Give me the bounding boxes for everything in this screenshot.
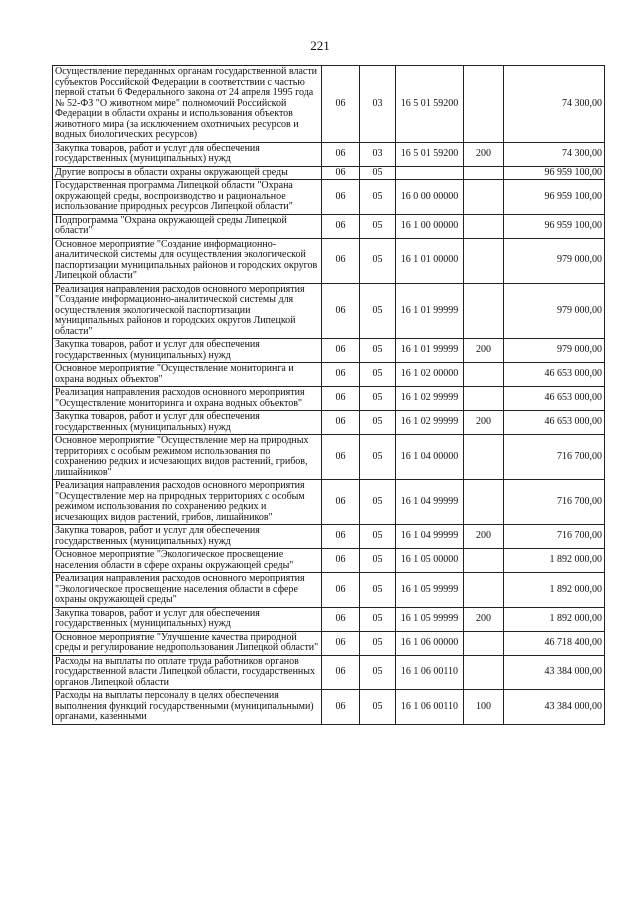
- row-name-cell: Расходы на выплаты персоналу в целях обеспечения выполнения функций государственными (муниципальными) органами, казенными: [53, 690, 322, 725]
- expense-type-cell: [464, 283, 504, 339]
- amount-cell: 74 300,00: [504, 66, 605, 143]
- section-code-cell: 06: [322, 283, 360, 339]
- section-code-cell: 06: [322, 549, 360, 573]
- amount-cell: 46 718 400,00: [504, 631, 605, 655]
- table-row: [53, 180, 605, 215]
- expense-type-cell: [464, 573, 504, 608]
- budget-table: [52, 65, 605, 725]
- table-row: [53, 573, 605, 608]
- row-name-cell: Основное мероприятие "Создание информационно-аналитической системы для осуществления экологической паспортизации муниципальных районов и городских округов Липецкой области": [53, 238, 322, 283]
- subsection-code-cell: 05: [360, 525, 396, 549]
- target-article-cell: 16 1 06 00110: [396, 690, 464, 725]
- target-article-cell: 16 1 01 00000: [396, 238, 464, 283]
- section-code-cell: 06: [322, 411, 360, 435]
- target-article-cell: 16 1 04 99999: [396, 480, 464, 525]
- page-number: 221: [310, 38, 330, 53]
- row-name-cell: Подпрограмма "Охрана окружающей среды Липецкой области": [53, 214, 322, 238]
- table-row: [53, 363, 605, 387]
- target-article-cell: 16 1 05 99999: [396, 607, 464, 631]
- table-row: [53, 387, 605, 411]
- section-code-cell: 06: [322, 690, 360, 725]
- row-name-cell: Основное мероприятие "Осуществление мер на природных территориях с особым режимом использования по сохранению редких и исчезающих видов растений, грибов, лишайников": [53, 435, 322, 480]
- row-name-cell: Закупка товаров, работ и услуг для обеспечения государственных (муниципальных) нужд: [53, 607, 322, 631]
- row-name-cell: Реализация направления расходов основного мероприятия "Осуществление мер на природных территориях с особым режимом использования по сохранению редких и исчезающих видов растений, грибов, лишайников": [53, 480, 322, 525]
- section-code-cell: 06: [322, 180, 360, 215]
- row-name-cell: Основное мероприятие "Улучшение качества природной среды и регулирование недропользования Липецкой области": [53, 631, 322, 655]
- expense-type-cell: [464, 214, 504, 238]
- row-name-cell: Закупка товаров, работ и услуг для обеспечения государственных (муниципальных) нужд: [53, 411, 322, 435]
- target-article-cell: 16 1 02 00000: [396, 363, 464, 387]
- expense-type-cell: [464, 655, 504, 690]
- table-row: [53, 238, 605, 283]
- section-code-cell: 06: [322, 66, 360, 143]
- expense-type-cell: [464, 387, 504, 411]
- subsection-code-cell: 05: [360, 238, 396, 283]
- section-code-cell: 06: [322, 525, 360, 549]
- expense-type-cell: 200: [464, 411, 504, 435]
- target-article-cell: 16 0 00 00000: [396, 180, 464, 215]
- table-row: [53, 655, 605, 690]
- amount-cell: 96 959 100,00: [504, 214, 605, 238]
- target-article-cell: 16 1 06 00110: [396, 655, 464, 690]
- row-name-cell: Расходы на выплаты по оплате труда работников органов государственной власти Липецкой области, государственных органов Липецкой области: [53, 655, 322, 690]
- section-code-cell: 06: [322, 387, 360, 411]
- table-row: [53, 549, 605, 573]
- subsection-code-cell: 05: [360, 607, 396, 631]
- section-code-cell: 06: [322, 142, 360, 166]
- subsection-code-cell: 05: [360, 573, 396, 608]
- target-article-cell: 16 1 02 99999: [396, 387, 464, 411]
- row-name-cell: Основное мероприятие "Осуществление мониторинга и охрана водных объектов": [53, 363, 322, 387]
- subsection-code-cell: 05: [360, 363, 396, 387]
- amount-cell: 43 384 000,00: [504, 690, 605, 725]
- subsection-code-cell: 05: [360, 180, 396, 215]
- target-article-cell: 16 1 00 00000: [396, 214, 464, 238]
- target-article-cell: 16 1 06 00000: [396, 631, 464, 655]
- subsection-code-cell: 05: [360, 655, 396, 690]
- target-article-cell: 16 1 01 99999: [396, 339, 464, 363]
- section-code-cell: 06: [322, 339, 360, 363]
- amount-cell: 46 653 000,00: [504, 411, 605, 435]
- subsection-code-cell: 03: [360, 142, 396, 166]
- subsection-code-cell: 05: [360, 166, 396, 180]
- section-code-cell: 06: [322, 573, 360, 608]
- section-code-cell: 06: [322, 214, 360, 238]
- subsection-code-cell: 03: [360, 66, 396, 143]
- expense-type-cell: 200: [464, 607, 504, 631]
- row-name-cell: Реализация направления расходов основного мероприятия "Осуществление мониторинга и охрана водных объектов": [53, 387, 322, 411]
- amount-cell: 1 892 000,00: [504, 607, 605, 631]
- table-row: [53, 631, 605, 655]
- section-code-cell: 06: [322, 435, 360, 480]
- amount-cell: 46 653 000,00: [504, 363, 605, 387]
- expense-type-cell: 200: [464, 339, 504, 363]
- amount-cell: 979 000,00: [504, 339, 605, 363]
- subsection-code-cell: 05: [360, 631, 396, 655]
- expense-type-cell: [464, 631, 504, 655]
- target-article-cell: 16 5 01 59200: [396, 66, 464, 143]
- expense-type-cell: 200: [464, 525, 504, 549]
- target-article-cell: [396, 166, 464, 180]
- expense-type-cell: [464, 238, 504, 283]
- amount-cell: 96 959 100,00: [504, 166, 605, 180]
- amount-cell: 716 700,00: [504, 435, 605, 480]
- target-article-cell: 16 1 05 00000: [396, 549, 464, 573]
- table-row: [53, 339, 605, 363]
- subsection-code-cell: 05: [360, 690, 396, 725]
- amount-cell: 43 384 000,00: [504, 655, 605, 690]
- target-article-cell: 16 1 02 99999: [396, 411, 464, 435]
- subsection-code-cell: 05: [360, 283, 396, 339]
- section-code-cell: 06: [322, 363, 360, 387]
- subsection-code-cell: 05: [360, 214, 396, 238]
- expense-type-cell: 100: [464, 690, 504, 725]
- expense-type-cell: 200: [464, 142, 504, 166]
- amount-cell: 1 892 000,00: [504, 549, 605, 573]
- amount-cell: 96 959 100,00: [504, 180, 605, 215]
- table-row: [53, 166, 605, 180]
- subsection-code-cell: 05: [360, 549, 396, 573]
- expense-type-cell: [464, 435, 504, 480]
- row-name-cell: Закупка товаров, работ и услуг для обеспечения государственных (муниципальных) нужд: [53, 142, 322, 166]
- table-row: [53, 435, 605, 480]
- expense-type-cell: [464, 66, 504, 143]
- target-article-cell: 16 5 01 59200: [396, 142, 464, 166]
- table-row: [53, 411, 605, 435]
- table-row: [53, 525, 605, 549]
- amount-cell: 46 653 000,00: [504, 387, 605, 411]
- row-name-cell: Реализация направления расходов основного мероприятия "Экологическое просвещение населения области в сфере охраны окружающей среды": [53, 573, 322, 608]
- target-article-cell: 16 1 04 00000: [396, 435, 464, 480]
- subsection-code-cell: 05: [360, 411, 396, 435]
- expense-type-cell: [464, 549, 504, 573]
- expense-type-cell: [464, 166, 504, 180]
- row-name-cell: Основное мероприятие "Экологическое просвещение населения области в сфере охраны окружающей среды": [53, 549, 322, 573]
- table-row: [53, 690, 605, 725]
- table-row: [53, 283, 605, 339]
- amount-cell: 979 000,00: [504, 238, 605, 283]
- table-row: [53, 66, 605, 143]
- row-name-cell: Закупка товаров, работ и услуг для обеспечения государственных (муниципальных) нужд: [53, 525, 322, 549]
- row-name-cell: Государственная программа Липецкой области "Охрана окружающей среды, воспроизводство и рациональное использование природных ресурсов Липецкой области": [53, 180, 322, 215]
- section-code-cell: 06: [322, 480, 360, 525]
- table-row: [53, 142, 605, 166]
- row-name-cell: Реализация направления расходов основного мероприятия "Создание информационно-аналитической системы для осуществления экологической паспортизации муниципальных районов и городских округов Липецкой области": [53, 283, 322, 339]
- target-article-cell: 16 1 04 99999: [396, 525, 464, 549]
- expense-type-cell: [464, 180, 504, 215]
- row-name-cell: Другие вопросы в области охраны окружающей среды: [53, 166, 322, 180]
- amount-cell: 1 892 000,00: [504, 573, 605, 608]
- amount-cell: 716 700,00: [504, 525, 605, 549]
- expense-type-cell: [464, 480, 504, 525]
- section-code-cell: 06: [322, 607, 360, 631]
- section-code-cell: 06: [322, 238, 360, 283]
- subsection-code-cell: 05: [360, 339, 396, 363]
- table-row: [53, 607, 605, 631]
- subsection-code-cell: 05: [360, 480, 396, 525]
- section-code-cell: 06: [322, 631, 360, 655]
- target-article-cell: 16 1 05 99999: [396, 573, 464, 608]
- section-code-cell: 06: [322, 655, 360, 690]
- expense-type-cell: [464, 363, 504, 387]
- subsection-code-cell: 05: [360, 387, 396, 411]
- table-row: [53, 214, 605, 238]
- row-name-cell: Осуществление переданных органам государственной власти субъектов Российской Федерации в соответствии с частью первой статьи 6 Федерального закона от 24 апреля 1995 года № 52-ФЗ "О животном мире" полномочий Российской Федерации в области охраны и использования объектов животного мира (за исключением охотничьих ресурсов и водных биологических ресурсов): [53, 66, 322, 143]
- amount-cell: 74 300,00: [504, 142, 605, 166]
- table-row: [53, 480, 605, 525]
- target-article-cell: 16 1 01 99999: [396, 283, 464, 339]
- subsection-code-cell: 05: [360, 435, 396, 480]
- section-code-cell: 06: [322, 166, 360, 180]
- amount-cell: 979 000,00: [504, 283, 605, 339]
- amount-cell: 716 700,00: [504, 480, 605, 525]
- row-name-cell: Закупка товаров, работ и услуг для обеспечения государственных (муниципальных) нужд: [53, 339, 322, 363]
